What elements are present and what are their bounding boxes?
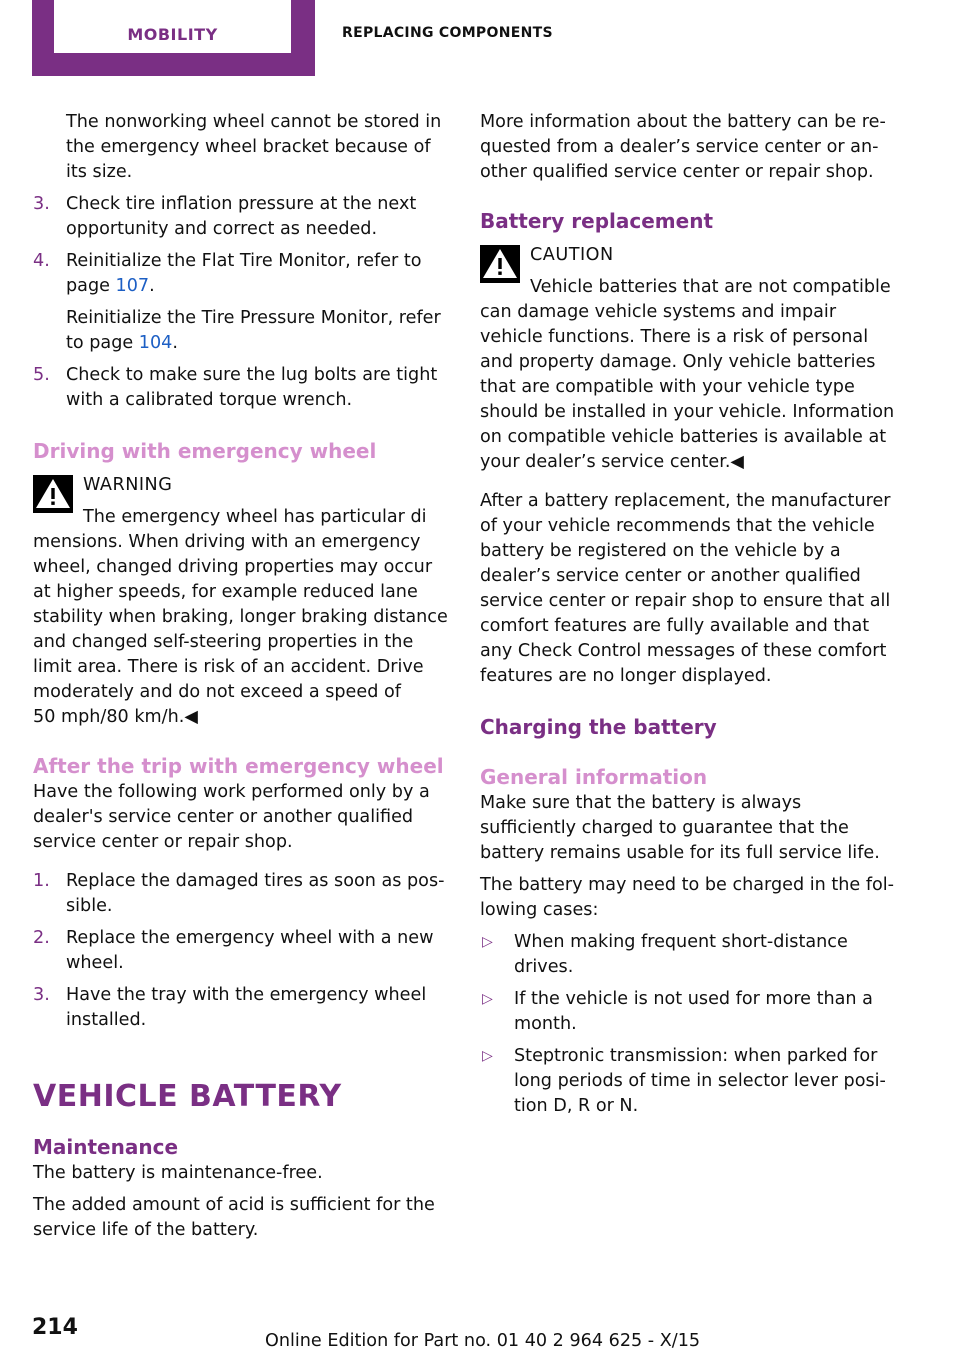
after-step-2 bbox=[33, 926, 449, 976]
step-text-end: . bbox=[149, 276, 155, 296]
step-4-sub-text: Reinitialize the Tire Pressure Monitor, refer to page bbox=[66, 308, 441, 353]
step-number: 4. bbox=[33, 251, 50, 271]
after-trip-text: Have the following work performed only by a dealer's service center or another qualified service center or repair shop. bbox=[33, 782, 430, 852]
triangle-bullet-icon: ▷ bbox=[482, 991, 493, 1007]
step-5 bbox=[33, 363, 449, 413]
bullet-text: If the vehicle is not used for more than a month. bbox=[514, 989, 873, 1034]
charging-heading: Charging the battery bbox=[480, 715, 717, 739]
warning-text: mensions. When driving with an emergency wheel, changed driving properties may occur at higher speeds, for example reduced lane stability when braking, longer braking distance and changed self-steering properties in the limit area. There is risk of an accident. Drive moderately and do not exceed a speed of bbox=[33, 532, 448, 702]
page-link-104[interactable]: 104 bbox=[138, 333, 173, 353]
step-number: 5. bbox=[33, 365, 50, 385]
after-trip-heading: After the trip with emergency wheel bbox=[33, 754, 444, 778]
step-number: 2. bbox=[33, 928, 50, 948]
caution-block bbox=[480, 243, 896, 475]
driving-heading: Driving with emergency wheel bbox=[33, 439, 377, 463]
after-step-1 bbox=[33, 869, 449, 919]
step-text: Check to make sure the lug bolts are tight with a calibrated torque wrench. bbox=[66, 365, 438, 410]
maintenance-heading: Maintenance bbox=[33, 1135, 179, 1159]
left-column bbox=[33, 110, 449, 1243]
step-3 bbox=[33, 192, 449, 242]
step-text: Reinitialize the Flat Tire Monitor, refer to page bbox=[66, 251, 422, 296]
triangle-bullet-icon: ▷ bbox=[482, 1048, 493, 1064]
section-title: REPLACING COMPONENTS bbox=[342, 25, 553, 41]
step-4 bbox=[33, 249, 449, 299]
bullet-item bbox=[480, 1044, 896, 1119]
page-link-107[interactable]: 107 bbox=[115, 276, 150, 296]
after-step-3 bbox=[33, 983, 449, 1033]
bullet-text: When making frequent short-distance drives. bbox=[514, 932, 848, 977]
step-text: Have the tray with the emergency wheel installed. bbox=[66, 985, 427, 1030]
caution-label: CAUTION bbox=[530, 245, 614, 265]
edition-note: Online Edition for Part no. 01 40 2 964 625 - X/15 bbox=[265, 1331, 701, 1351]
triangle-bullet-icon: ▷ bbox=[482, 934, 493, 950]
step-4-sub-end: . bbox=[172, 333, 178, 353]
maintenance-p1: The battery is maintenance-free. bbox=[33, 1163, 323, 1183]
after-replacement-text: After a battery replacement, the manufacturer of your vehicle recommends that the vehicle battery be registered on the vehicle by a dealer’s service center or another qualified service center or repair shop to ensure that all comfort features are fully available and that any Check Control messages of these comfort features are no longer displayed. bbox=[480, 491, 891, 686]
warning-first-line: The emergency wheel has particular di bbox=[83, 507, 427, 527]
warning-label: WARNING bbox=[83, 475, 173, 495]
general-p1: Make sure that the battery is always sufficiently charged to guarantee that the battery remains usable for its full service life. bbox=[480, 793, 880, 863]
caution-text: can damage vehicle systems and impair vehicle functions. There is a risk of personal and property damage. Only vehicle batteries that are compatible with your vehicle type should be installed in your vehicle. Information on compatible vehicle batteries is available at your dealer’s service center.◀ bbox=[480, 302, 895, 472]
bullet-item bbox=[480, 930, 896, 980]
warning-triangle-icon bbox=[33, 475, 73, 513]
caution-triangle-icon bbox=[480, 245, 520, 283]
step-number: 3. bbox=[33, 985, 50, 1005]
page-number: 214 bbox=[32, 1315, 78, 1340]
general-info-heading: General information bbox=[480, 765, 708, 789]
step-text: Check tire inflation pressure at the next opportunity and correct as needed. bbox=[66, 194, 417, 239]
chapter-title: MOBILITY bbox=[54, 0, 291, 53]
bullet-item bbox=[480, 987, 896, 1037]
step-4-sub bbox=[33, 306, 449, 356]
vehicle-battery-heading: VEHICLE BATTERY bbox=[33, 1079, 342, 1114]
maintenance-p2: The added amount of acid is sufficient for the service life of the battery. bbox=[33, 1195, 435, 1240]
general-p2: The battery may need to be charged in the following cases: bbox=[480, 875, 895, 920]
warning-block bbox=[33, 473, 449, 730]
step-text: Replace the damaged tires as soon as possible. bbox=[66, 871, 445, 916]
step-number: 1. bbox=[33, 871, 50, 891]
battery-replacement-heading: Battery replacement bbox=[480, 209, 714, 233]
step-text: Replace the emergency wheel with a new wheel. bbox=[66, 928, 434, 973]
caution-first-line: Vehicle batteries that are not compatible bbox=[530, 277, 891, 297]
more-info-text: More information about the battery can be requested from a dealer’s service center or another qualified service center or repair shop. bbox=[480, 112, 886, 182]
bullet-text: Steptronic transmission: when parked for long periods of time in selector lever position D, R or N. bbox=[514, 1046, 886, 1116]
step-number: 3. bbox=[33, 194, 50, 214]
right-column bbox=[480, 110, 896, 1119]
warning-last: 50 mph/80 km/h.◀ bbox=[33, 707, 198, 727]
chapter-tab bbox=[32, 0, 315, 76]
intro-text: The nonworking wheel cannot be stored in the emergency wheel bracket because of its size. bbox=[66, 112, 442, 182]
